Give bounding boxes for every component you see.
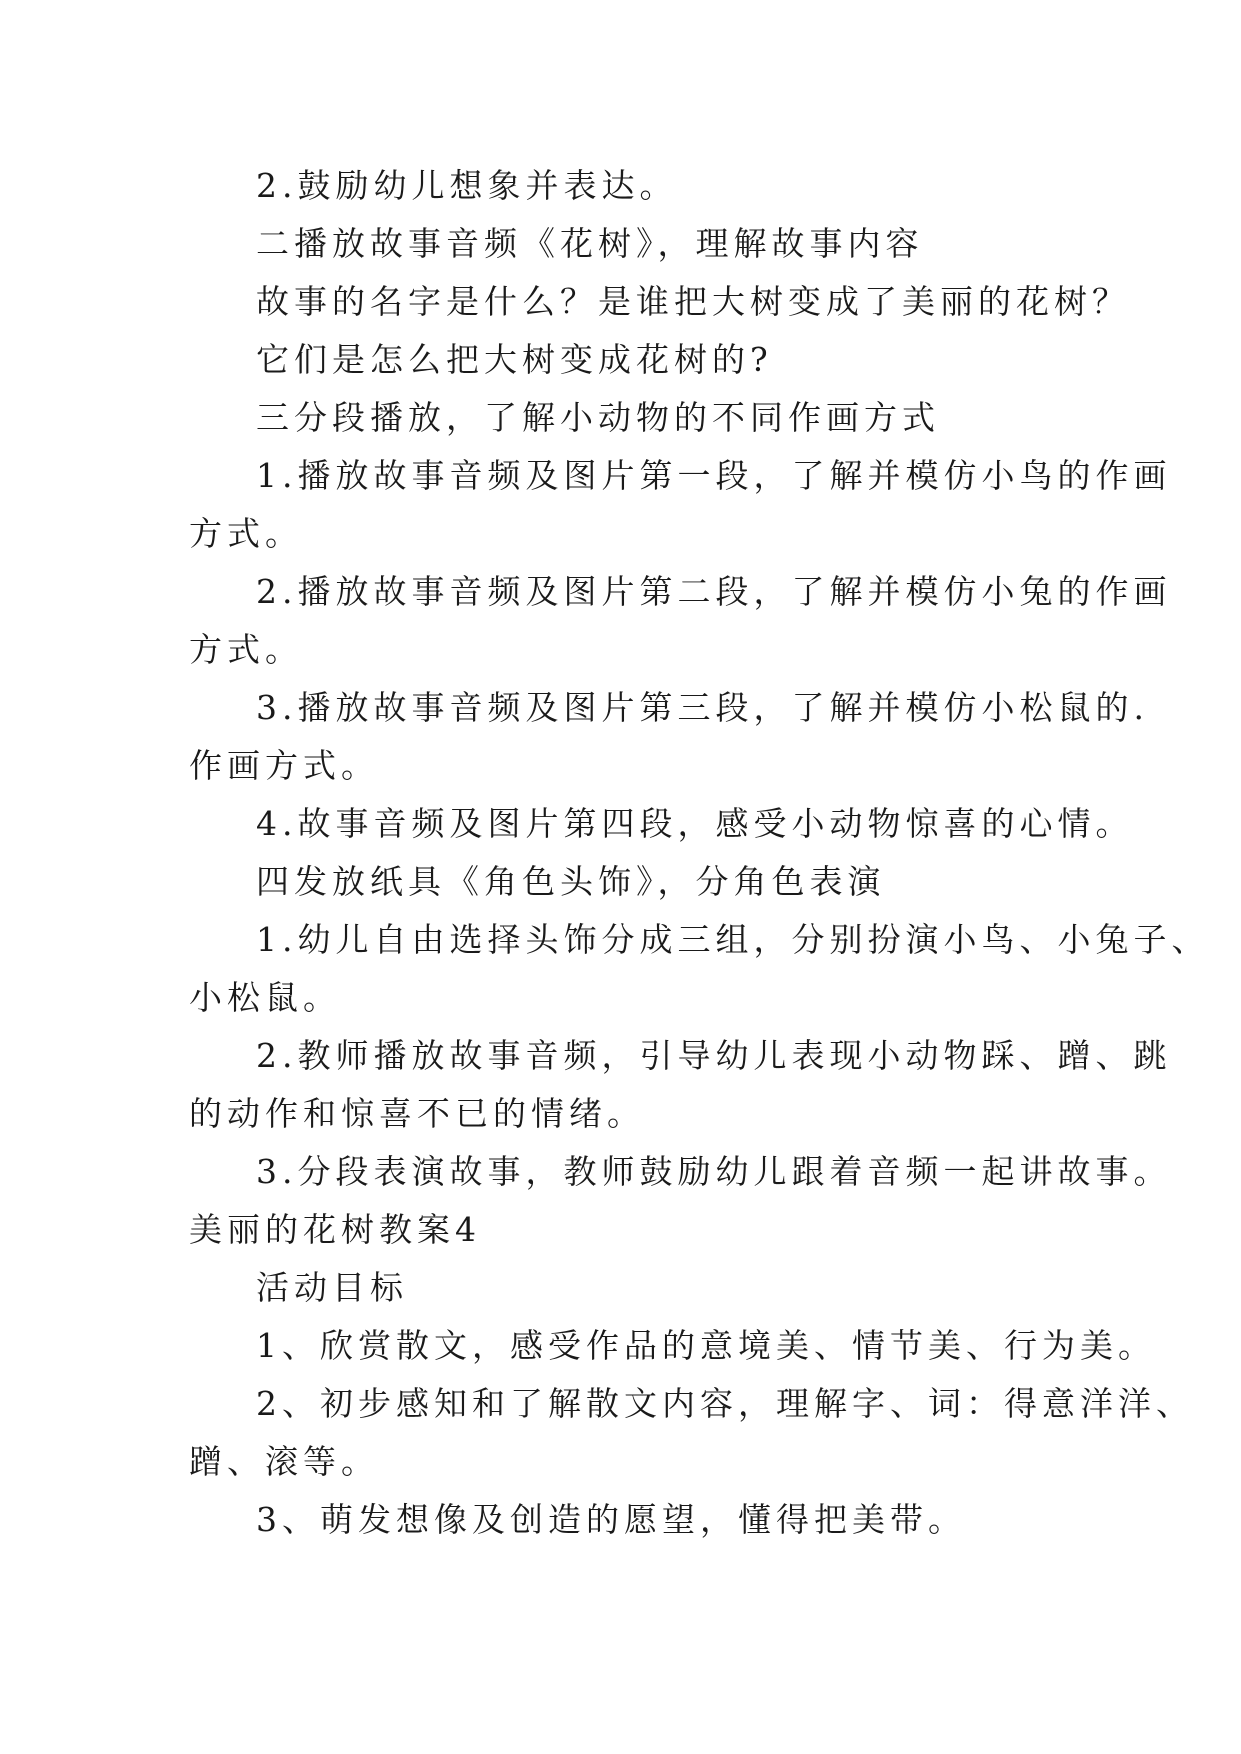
text-line: 2.教师播放故事音频，引导幼儿表现小动物踩、蹭、跳: [256, 1036, 1172, 1075]
text-line: 4.故事音频及图片第四段，感受小动物惊喜的心情。: [256, 804, 1134, 843]
text-line: 2、初步感知和了解散文内容，理解字、词：得意洋洋、: [256, 1384, 1194, 1423]
text-line: 蹭、滚等。: [189, 1442, 379, 1481]
text-line: 二播放故事音频《花树》，理解故事内容: [256, 224, 924, 263]
text-line: 小松鼠。: [189, 978, 341, 1017]
text-line: 的动作和惊喜不已的情绪。: [189, 1094, 645, 1133]
text-line: 作画方式。: [189, 746, 379, 785]
text-line: 它们是怎么把大树变成花树的?: [256, 340, 773, 379]
text-line: 1、欣赏散文，感受作品的意境美、情节美、行为美。: [256, 1326, 1156, 1365]
text-line: 故事的名字是什么？是谁把大树变成了美丽的花树？: [256, 282, 1130, 321]
text-line: 三分段播放，了解小动物的不同作画方式: [256, 398, 940, 437]
text-line: 四发放纸具《角色头饰》，分角色表演: [256, 862, 886, 901]
text-line: 3、萌发想像及创造的愿望，懂得把美带。: [256, 1500, 966, 1539]
text-line: 活动目标: [256, 1268, 408, 1307]
text-line: 3.分段表演故事，教师鼓励幼儿跟着音频一起讲故事。: [256, 1152, 1172, 1191]
text-line: 1.幼儿自由选择头饰分成三组，分别扮演小鸟、小兔子、: [256, 920, 1210, 959]
text-line: 1.播放故事音频及图片第一段，了解并模仿小鸟的作画: [256, 456, 1172, 495]
section-title: 美丽的花树教案4: [189, 1210, 481, 1249]
text-line: 2.鼓励幼儿想象并表达。: [256, 166, 678, 205]
text-line: 方式。: [189, 630, 303, 669]
text-line: 方式。: [189, 514, 303, 553]
text-line: 2.播放故事音频及图片第二段，了解并模仿小兔的作画: [256, 572, 1172, 611]
text-line: 3.播放故事音频及图片第三段，了解并模仿小松鼠的.: [256, 688, 1149, 727]
